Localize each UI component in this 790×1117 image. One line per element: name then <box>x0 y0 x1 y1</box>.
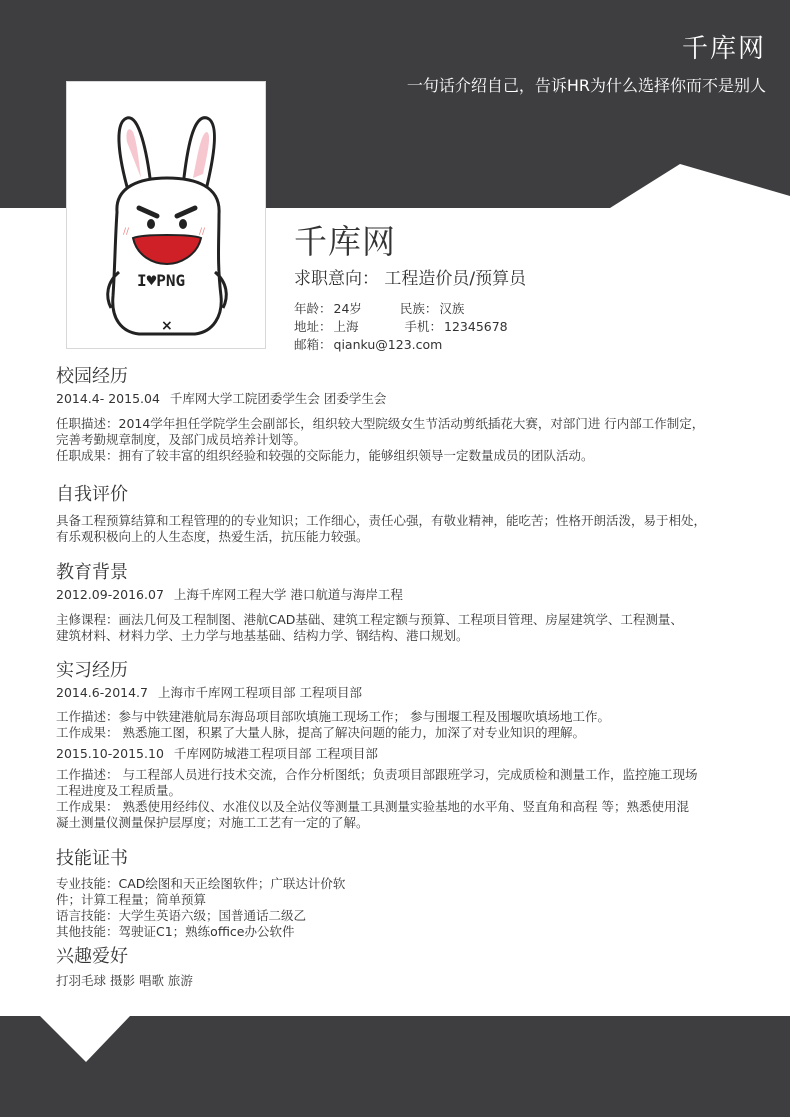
section-title-internship: 实习经历 <box>56 660 128 681</box>
internship-job2-header <box>56 745 746 762</box>
section-title-skills: 技能证书 <box>56 848 128 869</box>
candidate-name: 千库网 <box>294 222 396 261</box>
campus-result: 任职成果：拥有了较丰富的组织经验和较强的交际能力，能够组织领导一定数量成员的团队活动。 <box>56 448 594 463</box>
campus-desc-line-2: 完善考勤规章制度，及部门成员培养计划等。 <box>56 432 307 447</box>
address-label: 地址： <box>294 319 332 334</box>
hobbies-line: 打羽毛球 摄影 唱歌 旅游 <box>56 973 193 988</box>
footer-band <box>0 1016 790 1117</box>
svg-text://: // <box>123 227 130 237</box>
info-row-age <box>294 299 464 317</box>
job2-period: 2015.10-2015.10 <box>56 746 164 761</box>
header-brand: 千库网 <box>681 34 766 64</box>
skills-line-3: 语言技能：大学生英语六级；国普通话二级乙 <box>56 908 307 923</box>
photo-shirt-label: I♥PNG <box>137 271 186 290</box>
skills-line-4: 其他技能：驾驶证C1；熟练office办公软件 <box>56 924 295 939</box>
ethnicity-label: 民族： <box>399 301 438 316</box>
address-value: 上海 <box>333 319 359 334</box>
info-row-address <box>294 317 508 335</box>
section-title-campus: 校园经历 <box>56 366 128 387</box>
job1-desc: 工作描述：参与中铁建港航局东海岛项目部吹填施工现场工作； 参与围堰工程及围堰吹填场地工作。 <box>56 709 610 724</box>
svg-text://: // <box>199 227 206 237</box>
education-line-2: 建筑材料、材料力学、土力学与地基基础、结构力学、钢结构、港口规划。 <box>56 628 469 643</box>
header-tagline: 一句话介绍自己，告诉HR为什么选择你而不是别人 <box>406 76 766 95</box>
profile-photo <box>66 81 266 349</box>
job1-org: 上海市千库网工程项目部 工程项目部 <box>158 685 362 700</box>
section-title-education: 教育背景 <box>56 562 128 583</box>
education-period: 2012.09-2016.07 <box>56 587 164 602</box>
section-title-self: 自我评价 <box>56 484 128 505</box>
campus-org: 千库网大学工院团委学生会 团委学生会 <box>169 391 387 406</box>
info-row-email <box>294 335 442 353</box>
job2-desc-line-2: 工程进度及工程质量。 <box>56 783 182 798</box>
job2-result-line-2: 凝土测量仪测量保护层厚度；对施工工艺有一定的了解。 <box>56 815 369 830</box>
campus-period: 2014.4- 2015.04 <box>56 391 160 406</box>
email-value: qianku@123.com <box>333 337 443 352</box>
internship-job1-header <box>56 684 746 701</box>
age-label: 年龄： <box>294 301 332 316</box>
phone-label: 手机： <box>404 319 443 334</box>
campus-desc-line-1: 任职描述：2014学年担任学院学生会副部长，组织较大型院级女生节活动剪纸插花大赛，对部门进 行内部工作制定， <box>56 416 705 431</box>
age-value: 24岁 <box>333 301 362 316</box>
self-line-2: 有乐观积极向上的人生态度，热爱生活，抗压能力较强。 <box>56 529 369 544</box>
phone-value: 12345678 <box>444 319 508 334</box>
ethnicity-value: 汉族 <box>439 301 465 316</box>
job2-result-line-1: 工作成果： 熟悉使用经纬仪、水准仪以及全站仪等测量工具测量实验基地的水平角、竖直角和高程 等；熟悉使用混 <box>56 799 689 814</box>
self-line-1: 具备工程预算结算和工程管理的的专业知识；工作细心，责任心强，有敬业精神，能吃苦；性格开朗活泼，易于相处， <box>56 513 707 528</box>
education-header-line <box>56 586 746 603</box>
photo-shirt-mark: × <box>161 318 173 334</box>
job2-desc-line-1: 工作描述： 与工程部人员进行技术交流，合作分析图纸；负责项目部跟班学习，完成质检和测量工作，监控施工现场 <box>56 767 698 782</box>
education-line-1: 主修课程：画法几何及工程制图、港航CAD基础、建筑工程定额与预算、工程项目管理、房屋建筑学、工程测量、 <box>56 612 683 627</box>
job-objective: 求职意向： 工程造价员/预算员 <box>294 269 527 289</box>
skills-line-2: 件；计算工程量；简单预算 <box>56 892 207 907</box>
email-label: 邮箱： <box>294 337 332 352</box>
bunny-mascot-icon <box>67 82 267 350</box>
education-school: 上海千库网工程大学 港口航道与海岸工程 <box>173 587 403 602</box>
section-title-hobbies: 兴趣爱好 <box>56 946 128 967</box>
job2-org: 千库网防城港工程项目部 工程项目部 <box>173 746 378 761</box>
skills-line-1: 专业技能：CAD绘图和天正绘图软件；广联达计价软 <box>56 876 346 891</box>
job1-period: 2014.6-2014.7 <box>56 685 148 700</box>
job1-result: 工作成果： 熟悉施工图，积累了大量人脉，提高了解决问题的能力，加深了对专业知识的理解。 <box>56 725 585 740</box>
campus-header-line <box>56 390 746 407</box>
